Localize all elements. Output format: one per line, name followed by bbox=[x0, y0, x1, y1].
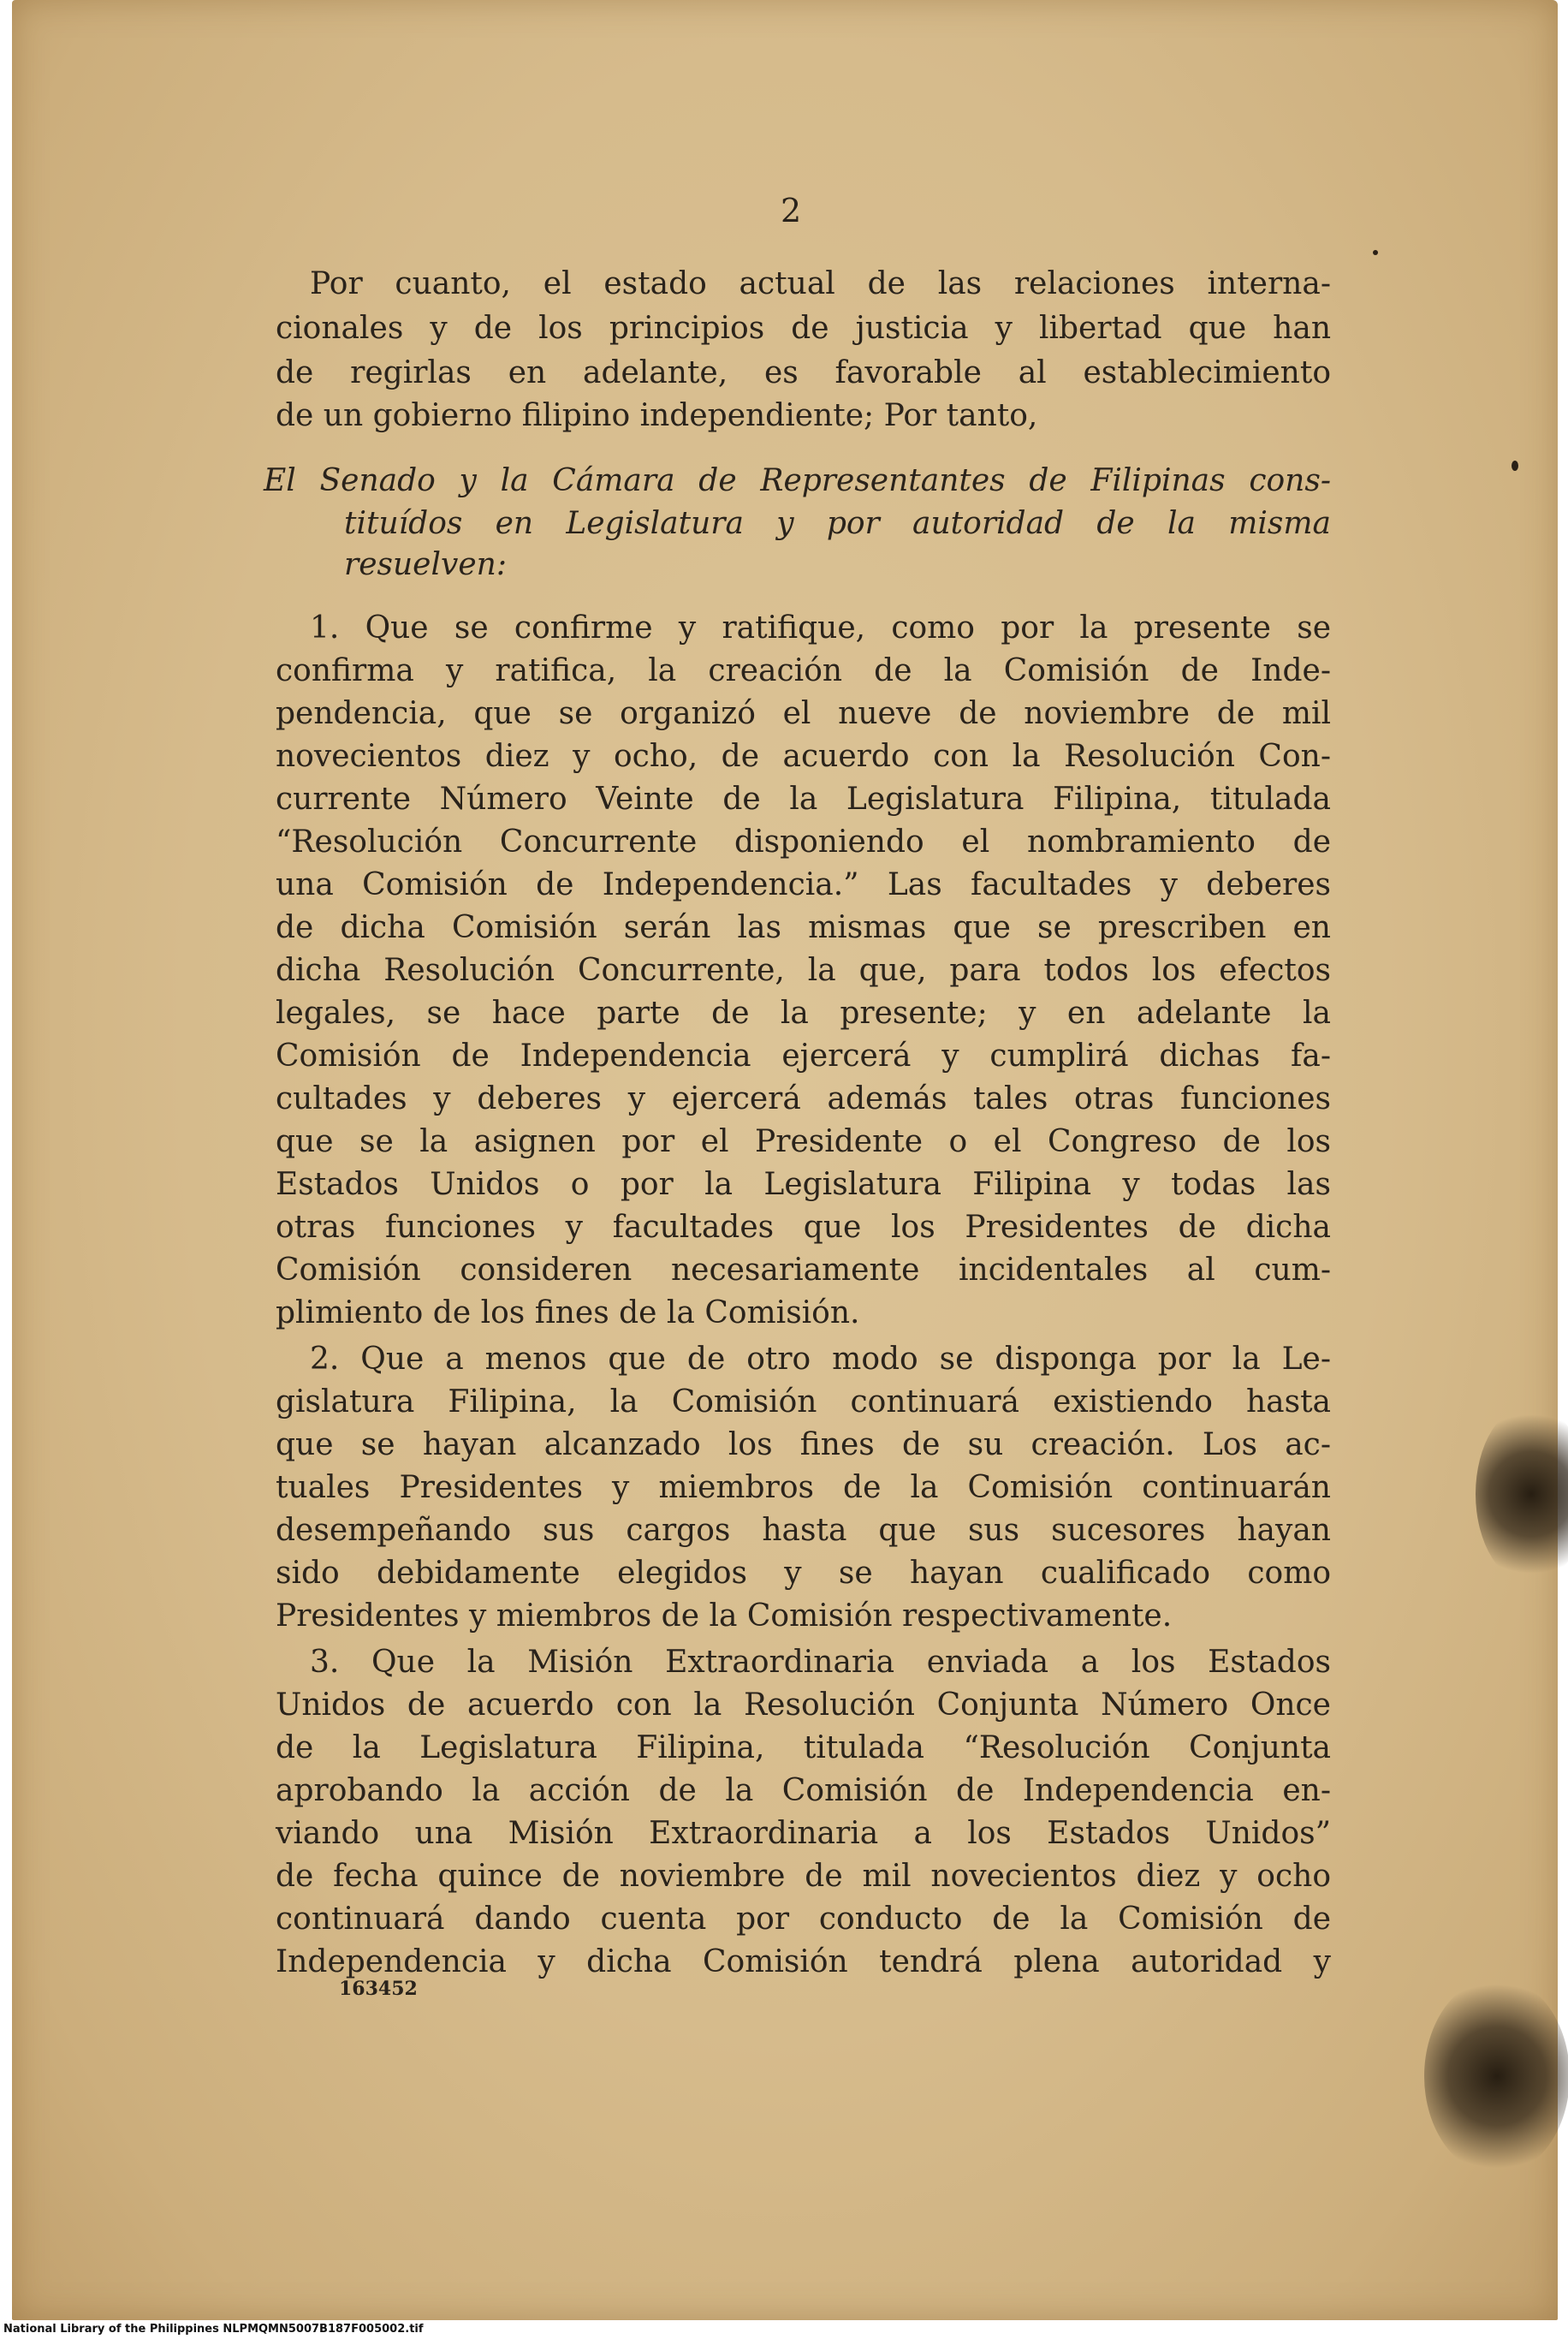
text-line: Comisión de Independencia ejercerá y cumplirá dichas fa- bbox=[276, 1039, 1331, 1074]
text-line: legales, se hace parte de la presente; y en adelante la bbox=[276, 996, 1331, 1031]
text-line: Presidentes y miembros de la Comisión respectivamente. bbox=[276, 1598, 1173, 1634]
text-line: “Resolución Concurrente disponiendo el nombramiento de bbox=[276, 824, 1331, 860]
text-line: gislatura Filipina, la Comisión continuará existiendo hasta bbox=[276, 1384, 1331, 1419]
text-line: resuelven: bbox=[344, 547, 507, 582]
footer-bar bbox=[0, 2320, 1568, 2339]
text-line: sido debidamente elegidos y se hayan cualificado como bbox=[276, 1556, 1331, 1591]
text-line: confirma y ratifica, la creación de la Comisión de Inde- bbox=[276, 653, 1331, 688]
text-line: pendencia, que se organizó el nueve de noviembre de mil bbox=[276, 696, 1331, 731]
text-line: viando una Misión Extraordinaria a los Estados Unidos” bbox=[276, 1816, 1331, 1851]
print-code: 163452 bbox=[339, 1978, 418, 2000]
text-line: plimiento de los fines de la Comisión. bbox=[276, 1295, 860, 1330]
text-line: de un gobierno filipino independiente; Por tanto, bbox=[276, 398, 1038, 433]
text-line: Comisión consideren necesariamente incidentales al cum- bbox=[276, 1253, 1331, 1288]
text-line: de fecha quince de noviembre de mil novecientos diez y ocho bbox=[276, 1859, 1331, 1894]
text-line: cultades y deberes y ejercerá además tales otras funciones bbox=[276, 1081, 1331, 1116]
text-line: Independencia y dicha Comisión tendrá plena autoridad y bbox=[276, 1944, 1331, 1979]
text-line: Unidos de acuerdo con la Resolución Conjunta Número Once bbox=[276, 1687, 1331, 1723]
text-line: tituídos en Legislatura y por autoridad de la misma bbox=[344, 506, 1331, 541]
text-line: El Senado y la Cámara de Representantes de Filipinas cons- bbox=[264, 463, 1331, 498]
text-line: desempeñando sus cargos hasta que sus sucesores hayan bbox=[276, 1513, 1331, 1548]
text-line: que se la asignen por el Presidente o el Congreso de los bbox=[276, 1124, 1331, 1159]
footer-caption: National Library of the Philippines NLPMQMN5007B187F005002.tif bbox=[3, 2323, 424, 2336]
ink-speck bbox=[1373, 250, 1378, 255]
text-line: 2. Que a menos que de otro modo se disponga por la Le- bbox=[310, 1342, 1331, 1377]
text-line: otras funciones y facultades que los Presidentes de dicha bbox=[276, 1210, 1331, 1245]
text-line: cionales y de los principios de justicia y libertad que han bbox=[276, 311, 1331, 346]
text-line: que se hayan alcanzado los fines de su creación. Los ac- bbox=[276, 1427, 1331, 1462]
page-number: 2 bbox=[781, 192, 802, 229]
text-line: dicha Resolución Concurrente, la que, para todos los efectos bbox=[276, 953, 1331, 988]
text-line: continuará dando cuenta por conducto de la Comisión de bbox=[276, 1902, 1331, 1937]
text-line: de regirlas en adelante, es favorable al establecimiento bbox=[276, 355, 1331, 390]
ink-stain-lower-right bbox=[1424, 1978, 1568, 2175]
text-line: Estados Unidos o por la Legislatura Filipina y todas las bbox=[276, 1167, 1331, 1202]
text-line: 3. Que la Misión Extraordinaria enviada a los Estados bbox=[310, 1645, 1331, 1680]
text-line: Por cuanto, el estado actual de las relaciones interna- bbox=[310, 266, 1331, 301]
text-line: de la Legislatura Filipina, titulada “Resolución Conjunta bbox=[276, 1730, 1331, 1765]
text-line: de dicha Comisión serán las mismas que se prescriben en bbox=[276, 910, 1331, 945]
text-line: 1. Que se confirme y ratifique, como por la presente se bbox=[310, 610, 1331, 646]
text-line: currente Número Veinte de la Legislatura Filipina, titulada bbox=[276, 782, 1331, 817]
ink-speck bbox=[1512, 461, 1518, 471]
text-line: aprobando la acción de la Comisión de Independencia en- bbox=[276, 1773, 1331, 1808]
text-line: novecientos diez y ocho, de acuerdo con la Resolución Con- bbox=[276, 739, 1331, 774]
ink-stain-right bbox=[1476, 1404, 1568, 1584]
text-line: una Comisión de Independencia.” Las facultades y deberes bbox=[276, 867, 1331, 902]
text-line: tuales Presidentes y miembros de la Comisión continuarán bbox=[276, 1470, 1331, 1505]
